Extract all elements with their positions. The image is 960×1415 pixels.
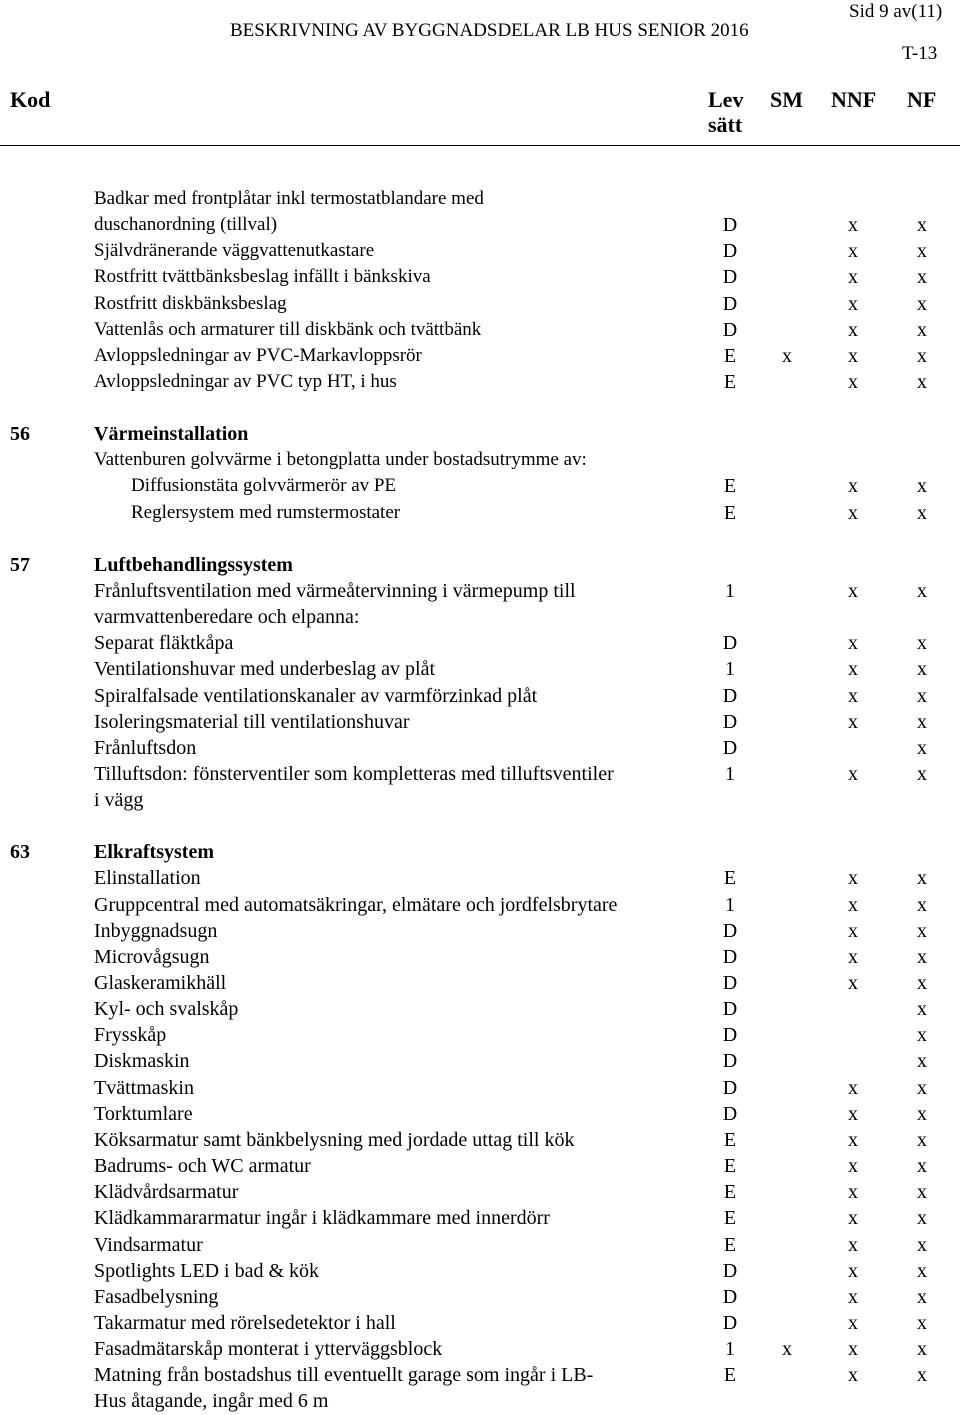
lev-value: D [722, 711, 738, 733]
row-description: Ventilationshuvar med underbeslag av plåt [94, 658, 436, 680]
row-description: Fasadbelysning [94, 1286, 219, 1308]
lev-value: D [722, 920, 738, 942]
lev-value: D [722, 632, 738, 654]
nf-value: x [917, 1050, 927, 1072]
section-code: 63 [10, 841, 30, 863]
row-description: Tilluftsdon: fönsterventiler som kompletteras med tilluftsventiler [94, 763, 614, 785]
row-description: Badrums- och WC armatur [94, 1155, 311, 1177]
lev-value: D [722, 685, 738, 707]
nnf-value: x [848, 972, 858, 994]
lev-value: 1 [725, 763, 735, 785]
nf-value: x [917, 266, 927, 288]
nnf-value: x [848, 502, 858, 524]
nnf-value: x [848, 580, 858, 602]
row-description: Klädvårdsarmatur [94, 1181, 239, 1203]
nf-value: x [917, 1103, 927, 1125]
row-description: Spiralfalsade ventilationskanaler av varmförzinkad plåt [94, 685, 538, 707]
column-header-nf: NF [907, 87, 937, 112]
document-title: BESKRIVNING AV BYGGNADSDELAR LB HUS SENIOR 2016 [230, 20, 749, 41]
lev-value: D [722, 1077, 738, 1099]
lev-value: D [722, 1312, 738, 1334]
row-description: Glaskeramikhäll [94, 972, 227, 994]
lev-value: D [722, 319, 738, 341]
nf-value: x [917, 1338, 927, 1360]
row-description: Torktumlare [94, 1103, 193, 1125]
nf-value: x [917, 1024, 927, 1046]
row-description: varmvattenberedare och elpanna: [94, 606, 360, 628]
nnf-value: x [848, 1077, 858, 1099]
nf-value: x [917, 475, 927, 497]
nnf-value: x [848, 658, 858, 680]
nnf-value: x [848, 266, 858, 288]
lev-value: D [722, 1050, 738, 1072]
row-description: duschanordning (tillval) [94, 214, 278, 235]
lev-value: E [723, 1181, 737, 1203]
row-description: Separat fläktkåpa [94, 632, 234, 654]
nnf-value: x [848, 1207, 858, 1229]
row-description: Rostfritt diskbänksbeslag [94, 293, 287, 314]
lev-value: D [722, 946, 738, 968]
row-description: Gruppcentral med automatsäkringar, elmätare och jordfelsbrytare [94, 894, 618, 916]
nf-value: x [917, 345, 927, 367]
section-title: Elkraftsystem [94, 841, 214, 863]
section-title: Värmeinstallation [94, 423, 249, 445]
nf-value: x [917, 1234, 927, 1256]
lev-value: 1 [725, 580, 735, 602]
section-intro: Vattenburen golvvärme i betongplatta under bostadsutrymme av: [94, 449, 587, 470]
nf-value: x [917, 1207, 927, 1229]
row-description: Tvättmaskin [94, 1077, 194, 1099]
nnf-value: x [848, 1338, 858, 1360]
lev-value: D [722, 1286, 738, 1308]
row-description: Inbyggnadsugn [94, 920, 218, 942]
nf-value: x [917, 293, 927, 315]
section-code: 56 [10, 423, 30, 445]
row-description: Självdränerande väggvattenutkastare [94, 240, 375, 261]
nf-value: x [917, 658, 927, 680]
nnf-value: x [848, 711, 858, 733]
nf-value: x [917, 737, 927, 759]
nnf-value: x [848, 1286, 858, 1308]
lev-value: D [722, 1260, 738, 1282]
nf-value: x [917, 1364, 927, 1386]
column-header-lev: Lev [708, 87, 744, 112]
row-description: Isoleringsmaterial till ventilationshuvar [94, 711, 410, 733]
column-header-kod: Kod [10, 87, 51, 112]
row-description: Fasadmätarskåp monterat i ytterväggsblock [94, 1338, 443, 1360]
nf-value: x [917, 1077, 927, 1099]
nnf-value: x [848, 1260, 858, 1282]
row-description: Diskmaskin [94, 1050, 190, 1072]
lev-value: D [722, 998, 738, 1020]
row-description: Elinstallation [94, 867, 201, 889]
lev-value: E [723, 1129, 737, 1151]
page-number: Sid 9 av(11) [849, 1, 943, 22]
lev-value: E [723, 1155, 737, 1177]
nf-value: x [917, 711, 927, 733]
row-description: Hus åtagande, ingår med 6 m [94, 1390, 329, 1412]
section-code: 57 [10, 554, 30, 576]
lev-value: D [722, 1024, 738, 1046]
column-header-nnf: NNF [831, 87, 877, 112]
nf-value: x [917, 1312, 927, 1334]
lev-value: E [723, 1234, 737, 1256]
lev-value: E [723, 1364, 737, 1386]
section-title: Luftbehandlingssystem [94, 554, 293, 576]
lev-value: E [723, 502, 737, 524]
nnf-value: x [848, 867, 858, 889]
nf-value: x [917, 920, 927, 942]
row-description: Frånluftsventilation med värmeåtervinning i värmepump till [94, 580, 576, 602]
nf-value: x [917, 1286, 927, 1308]
row-description: Avloppsledningar av PVC typ HT, i hus [94, 371, 397, 392]
column-header-sm: SM [770, 87, 803, 112]
row-description: Vindsarmatur [94, 1234, 203, 1256]
nf-value: x [917, 972, 927, 994]
row-description: Vattenlås och armaturer till diskbänk och tvättbänk [94, 319, 482, 340]
lev-value: D [722, 266, 738, 288]
row-description: Klädkammararmatur ingår i klädkammare med innerdörr [94, 1207, 550, 1229]
lev-value: E [723, 475, 737, 497]
nf-value: x [917, 502, 927, 524]
lev-value: D [722, 293, 738, 315]
nf-value: x [917, 998, 927, 1020]
sm-value: x [782, 1338, 792, 1360]
nf-value: x [917, 867, 927, 889]
lev-value: D [722, 240, 738, 262]
row-description: Avloppsledningar av PVC-Markavloppsrör [94, 345, 422, 366]
nnf-value: x [848, 894, 858, 916]
row-description: i vägg [94, 789, 144, 811]
nf-value: x [917, 894, 927, 916]
nnf-value: x [848, 371, 858, 393]
lev-value: E [723, 867, 737, 889]
lev-value: 1 [725, 894, 735, 916]
nf-value: x [917, 240, 927, 262]
nnf-value: x [848, 240, 858, 262]
nf-value: x [917, 1129, 927, 1151]
nnf-value: x [848, 475, 858, 497]
nnf-value: x [848, 1312, 858, 1334]
row-description: Kyl- och svalskåp [94, 998, 239, 1020]
column-header-lev-2: sätt [708, 112, 743, 137]
row-description: Spotlights LED i bad & kök [94, 1260, 319, 1282]
nnf-value: x [848, 1181, 858, 1203]
nnf-value: x [848, 214, 858, 236]
document-code: T-13 [902, 43, 938, 64]
nnf-value: x [848, 1103, 858, 1125]
nf-value: x [917, 214, 927, 236]
lev-value: E [723, 371, 737, 393]
nf-value: x [917, 1155, 927, 1177]
nnf-value: x [848, 763, 858, 785]
nnf-value: x [848, 920, 858, 942]
row-description: Reglersystem med rumstermostater [131, 502, 401, 523]
lev-value: D [722, 737, 738, 759]
nf-value: x [917, 632, 927, 654]
lev-value: 1 [725, 1338, 735, 1360]
row-description: Diffusionstäta golvvärmerör av PE [131, 475, 397, 496]
nf-value: x [917, 371, 927, 393]
row-description: Köksarmatur samt bänkbelysning med jordade uttag till kök [94, 1129, 575, 1151]
sm-value: x [782, 345, 792, 367]
row-description: Frysskåp [94, 1024, 167, 1046]
lev-value: D [722, 1103, 738, 1125]
nf-value: x [917, 319, 927, 341]
nnf-value: x [848, 632, 858, 654]
lev-value: 1 [725, 658, 735, 680]
nf-value: x [917, 1260, 927, 1282]
row-description: Takarmatur med rörelsedetektor i hall [94, 1312, 396, 1334]
nnf-value: x [848, 1234, 858, 1256]
row-description: Badkar med frontplåtar inkl termostatblandare med [94, 188, 484, 209]
nnf-value: x [848, 293, 858, 315]
nnf-value: x [848, 345, 858, 367]
nf-value: x [917, 946, 927, 968]
row-description: Rostfritt tvättbänksbeslag infällt i bänkskiva [94, 266, 431, 287]
nnf-value: x [848, 319, 858, 341]
nnf-value: x [848, 685, 858, 707]
nnf-value: x [848, 1155, 858, 1177]
header-divider [0, 145, 960, 146]
lev-value: D [722, 214, 738, 236]
nf-value: x [917, 685, 927, 707]
nnf-value: x [848, 946, 858, 968]
nnf-value: x [848, 1129, 858, 1151]
nf-value: x [917, 1181, 927, 1203]
row-description: Matning från bostadshus till eventuellt garage som ingår i LB- [94, 1364, 594, 1386]
lev-value: E [723, 345, 737, 367]
nf-value: x [917, 580, 927, 602]
row-description: Frånluftsdon [94, 737, 197, 759]
lev-value: D [722, 972, 738, 994]
nnf-value: x [848, 1364, 858, 1386]
lev-value: E [723, 1207, 737, 1229]
row-description: Microvågsugn [94, 946, 210, 968]
nf-value: x [917, 763, 927, 785]
